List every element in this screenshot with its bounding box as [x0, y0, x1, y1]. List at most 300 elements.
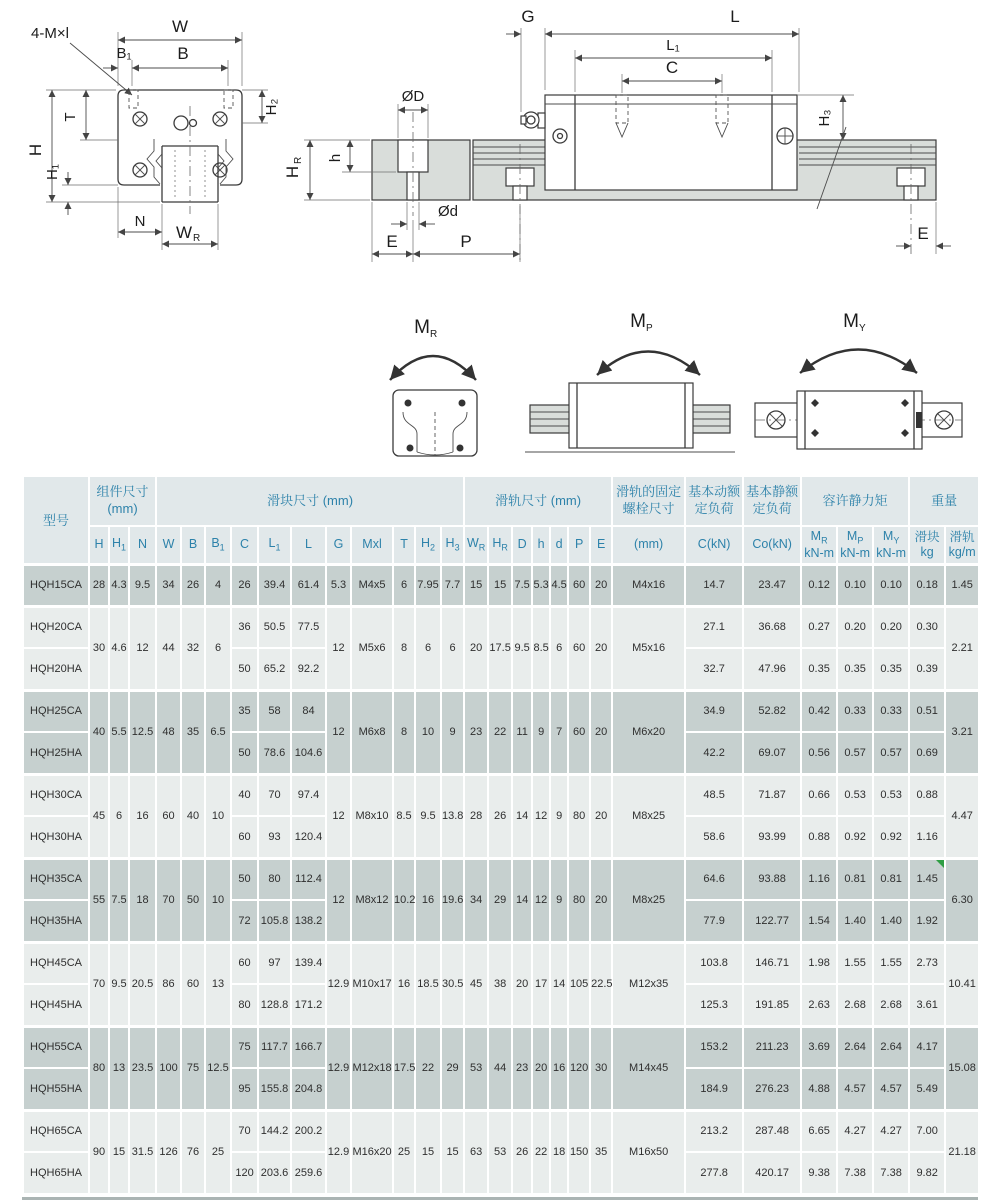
value-cell: 122.77 — [743, 900, 801, 942]
rail-weight-cell: 15.08 — [945, 1026, 979, 1110]
value-cell: 1.45 — [909, 858, 945, 900]
value-cell: 36.68 — [743, 606, 801, 648]
front-view-drawing — [26, 17, 280, 250]
value-cell: 20 — [532, 1026, 550, 1110]
value-cell: 55 — [89, 858, 109, 942]
rail-weight-cell: 6.30 — [945, 858, 979, 942]
value-cell: 17 — [532, 942, 550, 1026]
value-cell: 120 — [568, 1026, 590, 1110]
value-cell: 14 — [512, 858, 532, 942]
column-header: h — [532, 526, 550, 564]
value-cell: 16 — [393, 942, 415, 1026]
column-header: $H_3$ — [441, 526, 464, 564]
value-cell: 0.69 — [909, 732, 945, 774]
value-cell: 9.5 — [512, 606, 532, 690]
value-cell: 0.10 — [837, 564, 873, 606]
value-cell: 69.07 — [743, 732, 801, 774]
value-cell: 0.57 — [837, 732, 873, 774]
value-cell: 10 — [205, 774, 231, 858]
value-cell: 10 — [415, 690, 441, 774]
column-header: $M_P$ kN-m — [837, 526, 873, 564]
value-cell: 13 — [109, 1026, 129, 1110]
table-row — [23, 606, 979, 648]
value-cell: 12.9 — [326, 1026, 351, 1110]
value-cell: 60 — [568, 606, 590, 690]
value-cell: 1.16 — [909, 816, 945, 858]
dim-label-h3: H₃ — [816, 109, 833, 127]
value-cell: 80 — [231, 984, 258, 1026]
value-cell: 0.81 — [837, 858, 873, 900]
value-cell: 90 — [89, 1110, 109, 1194]
value-cell: 29 — [441, 1026, 464, 1110]
column-group-header: 滑轨尺寸 (mm) — [464, 476, 612, 526]
value-cell: M16x50 — [612, 1110, 685, 1194]
value-cell: 10.2 — [393, 858, 415, 942]
value-cell: 184.9 — [685, 1068, 743, 1110]
value-cell: 52.82 — [743, 690, 801, 732]
dim-label-t: T — [62, 112, 79, 122]
value-cell: 6 — [415, 606, 441, 690]
value-cell: 144.2 — [258, 1110, 291, 1152]
value-cell: 93.99 — [743, 816, 801, 858]
model-cell: HQH55CA — [23, 1026, 89, 1068]
model-cell: HQH35HA — [23, 900, 89, 942]
dim-label-l1: L₁ — [666, 37, 680, 54]
value-cell: 23 — [512, 1026, 532, 1110]
value-cell: 35 — [590, 1110, 612, 1194]
model-cell: HQH15CA — [23, 564, 89, 606]
column-header: Mxl — [351, 526, 393, 564]
value-cell: 48 — [156, 690, 181, 774]
model-cell: HQH25CA — [23, 690, 89, 732]
value-cell: 80 — [89, 1026, 109, 1110]
side-grease-nipple-icon — [521, 112, 545, 128]
value-cell: 60 — [156, 774, 181, 858]
value-cell: 0.88 — [909, 774, 945, 816]
value-cell: M8x12 — [351, 858, 393, 942]
value-cell: 86 — [156, 942, 181, 1026]
value-cell: 117.7 — [258, 1026, 291, 1068]
value-cell: 18.5 — [415, 942, 441, 1026]
value-cell: 0.35 — [801, 648, 837, 690]
value-cell: M8x25 — [612, 858, 685, 942]
value-cell: 92.2 — [291, 648, 326, 690]
value-cell: 14 — [550, 942, 568, 1026]
value-cell: 13.8 — [441, 774, 464, 858]
value-cell: 48.5 — [685, 774, 743, 816]
value-cell: 146.71 — [743, 942, 801, 984]
value-cell: 75 — [231, 1026, 258, 1068]
value-cell: 60 — [568, 690, 590, 774]
dim-label-h: H — [26, 143, 45, 157]
value-cell: 0.33 — [837, 690, 873, 732]
value-cell: 44 — [156, 606, 181, 690]
value-cell: 259.6 — [291, 1152, 326, 1194]
value-cell: 23.5 — [129, 1026, 156, 1110]
value-cell: 8 — [393, 606, 415, 690]
value-cell: 150 — [568, 1110, 590, 1194]
value-cell: 7.5 — [512, 564, 532, 606]
value-cell: 15 — [488, 564, 512, 606]
value-cell: 20 — [590, 690, 612, 774]
value-cell: M4x5 — [351, 564, 393, 606]
dim-label-e2: E — [917, 224, 929, 243]
value-cell: 58 — [258, 690, 291, 732]
value-cell: 0.10 — [873, 564, 909, 606]
value-cell: 4.27 — [873, 1110, 909, 1152]
spec-table-body — [23, 564, 979, 1194]
column-header: (mm) — [612, 526, 685, 564]
value-cell: 0.66 — [801, 774, 837, 816]
value-cell: 11 — [512, 690, 532, 774]
value-cell: 30 — [590, 1026, 612, 1110]
dim-label-g: G — [521, 7, 535, 26]
value-cell: 9 — [550, 858, 568, 942]
value-cell: 42.2 — [685, 732, 743, 774]
value-cell: 45 — [464, 942, 488, 1026]
value-cell: 0.51 — [909, 690, 945, 732]
value-cell: 19.6 — [441, 858, 464, 942]
value-cell: 0.53 — [873, 774, 909, 816]
rail-weight-cell: 2.21 — [945, 606, 979, 690]
rail-weight-cell: 1.45 — [945, 564, 979, 606]
value-cell: 120.4 — [291, 816, 326, 858]
mp-label: M — [630, 311, 646, 332]
value-cell: 104.6 — [291, 732, 326, 774]
value-cell: 171.2 — [291, 984, 326, 1026]
value-cell: 14.7 — [685, 564, 743, 606]
value-cell: 12 — [326, 858, 351, 942]
value-cell: 50 — [231, 648, 258, 690]
spec-table-wrap — [22, 475, 978, 1195]
value-cell: 80 — [568, 858, 590, 942]
value-cell: 8.5 — [532, 606, 550, 690]
value-cell: M8x10 — [351, 774, 393, 858]
value-cell: 420.17 — [743, 1152, 801, 1194]
value-cell: 30 — [89, 606, 109, 690]
value-cell: 2.73 — [909, 942, 945, 984]
value-cell: 0.33 — [873, 690, 909, 732]
value-cell: 2.63 — [801, 984, 837, 1026]
value-cell: M6x20 — [612, 690, 685, 774]
dim-label-hr: H — [283, 165, 302, 179]
value-cell: 50.5 — [258, 606, 291, 648]
value-cell: M12x18 — [351, 1026, 393, 1110]
value-cell: 9 — [532, 690, 550, 774]
value-cell: 6.65 — [801, 1110, 837, 1152]
spec-table — [22, 475, 980, 1195]
dim-label-l: L — [730, 7, 740, 26]
column-header: 滑轨 kg/m — [945, 526, 979, 564]
value-cell: M8x25 — [612, 774, 685, 858]
value-cell: 20 — [590, 564, 612, 606]
value-cell: 139.4 — [291, 942, 326, 984]
value-cell: 138.2 — [291, 900, 326, 942]
column-header: B — [181, 526, 205, 564]
value-cell: 26 — [181, 564, 205, 606]
value-cell: 211.23 — [743, 1026, 801, 1068]
value-cell: 5.49 — [909, 1068, 945, 1110]
dim-label-odd: Ød — [438, 203, 459, 220]
value-cell: 6 — [109, 774, 129, 858]
rail-weight-cell: 21.18 — [945, 1110, 979, 1194]
model-cell: HQH25HA — [23, 732, 89, 774]
value-cell: 28 — [464, 774, 488, 858]
value-cell: 63 — [464, 1110, 488, 1194]
value-cell: 30.5 — [441, 942, 464, 1026]
column-header: H — [89, 526, 109, 564]
value-cell: 7.00 — [909, 1110, 945, 1152]
value-cell: 0.20 — [837, 606, 873, 648]
value-cell: 1.55 — [873, 942, 909, 984]
value-cell: 4.27 — [837, 1110, 873, 1152]
value-cell: 23 — [464, 690, 488, 774]
dim-label-c: C — [665, 58, 679, 77]
model-cell: HQH45HA — [23, 984, 89, 1026]
value-cell: 0.18 — [909, 564, 945, 606]
value-cell: 12 — [129, 606, 156, 690]
value-cell: 12.5 — [129, 690, 156, 774]
value-cell: 23.47 — [743, 564, 801, 606]
moment-diagrams — [0, 300, 1000, 470]
value-cell: 76 — [181, 1110, 205, 1194]
moment-mr-diagram — [390, 317, 477, 456]
model-cell: HQH65HA — [23, 1152, 89, 1194]
value-cell: 4.5 — [550, 564, 568, 606]
rail-weight-cell: 3.21 — [945, 690, 979, 774]
value-cell: 7.38 — [873, 1152, 909, 1194]
model-cell: HQH35CA — [23, 858, 89, 900]
value-cell: 0.42 — [801, 690, 837, 732]
value-cell: 105 — [568, 942, 590, 1026]
value-cell: 77.9 — [685, 900, 743, 942]
value-cell: 72 — [231, 900, 258, 942]
value-cell: 12 — [326, 774, 351, 858]
value-cell: 40 — [181, 774, 205, 858]
value-cell: 60 — [231, 816, 258, 858]
column-header: $M_R$ kN-m — [801, 526, 837, 564]
value-cell: 34 — [464, 858, 488, 942]
column-group-header: 滑块尺寸 (mm) — [156, 476, 464, 526]
column-header: N — [129, 526, 156, 564]
value-cell: 60 — [231, 942, 258, 984]
model-cell: HQH20CA — [23, 606, 89, 648]
dim-label-hr-sub: R — [293, 156, 304, 164]
model-cell: HQH55HA — [23, 1068, 89, 1110]
value-cell: 191.85 — [743, 984, 801, 1026]
bolt-callout-label: 4-M×l — [31, 25, 69, 42]
value-cell: 100 — [156, 1026, 181, 1110]
value-cell: 70 — [231, 1110, 258, 1152]
value-cell: 6 — [441, 606, 464, 690]
mr-label: M — [414, 317, 430, 338]
green-marker — [936, 860, 944, 868]
value-cell: 204.8 — [291, 1068, 326, 1110]
mr-label-sub: R — [430, 329, 438, 340]
value-cell: 71.87 — [743, 774, 801, 816]
value-cell: 50 — [231, 732, 258, 774]
value-cell: 12 — [532, 858, 550, 942]
value-cell: 50 — [231, 858, 258, 900]
value-cell: 16 — [415, 858, 441, 942]
value-cell: 34.9 — [685, 690, 743, 732]
value-cell: M12x35 — [612, 942, 685, 1026]
column-header: $H_1$ — [109, 526, 129, 564]
value-cell: 26 — [512, 1110, 532, 1194]
value-cell: 14 — [512, 774, 532, 858]
column-header: $B_1$ — [205, 526, 231, 564]
value-cell: 77.5 — [291, 606, 326, 648]
value-cell: 287.48 — [743, 1110, 801, 1152]
moment-mp-diagram — [525, 311, 735, 452]
dim-label-e1: E — [386, 232, 398, 251]
value-cell: 20 — [512, 942, 532, 1026]
value-cell: 15 — [464, 564, 488, 606]
value-cell: 0.92 — [837, 816, 873, 858]
column-group-header: 型号 — [23, 476, 89, 564]
value-cell: 4.6 — [109, 606, 129, 690]
value-cell: 7.5 — [109, 858, 129, 942]
value-cell: 95 — [231, 1068, 258, 1110]
value-cell: 12 — [532, 774, 550, 858]
value-cell: 9.5 — [415, 774, 441, 858]
column-header: $L_1$ — [258, 526, 291, 564]
value-cell: 20 — [590, 858, 612, 942]
value-cell: 70 — [156, 858, 181, 942]
value-cell: 18 — [550, 1110, 568, 1194]
column-group-header: 容许静力矩 — [801, 476, 909, 526]
value-cell: 2.68 — [837, 984, 873, 1026]
value-cell: 75 — [181, 1026, 205, 1110]
value-cell: 0.56 — [801, 732, 837, 774]
column-header: G — [326, 526, 351, 564]
value-cell: 0.39 — [909, 648, 945, 690]
grease-nipple-icon — [174, 116, 197, 130]
value-cell: 6.5 — [205, 690, 231, 774]
value-cell: 9.5 — [129, 564, 156, 606]
value-cell: M4x16 — [612, 564, 685, 606]
dim-label-hh: h — [327, 153, 344, 163]
value-cell: 7.95 — [415, 564, 441, 606]
value-cell: 28 — [89, 564, 109, 606]
column-header: d — [550, 526, 568, 564]
value-cell: 3.69 — [801, 1026, 837, 1068]
column-group-header: 基本动额 定负荷 — [685, 476, 743, 526]
value-cell: 10 — [205, 858, 231, 942]
value-cell: 105.8 — [258, 900, 291, 942]
value-cell: 15 — [109, 1110, 129, 1194]
column-group-header: 组件尺寸 (mm) — [89, 476, 156, 526]
value-cell: 16 — [129, 774, 156, 858]
bolt-hole-icons — [133, 112, 227, 177]
column-header: Co(kN) — [743, 526, 801, 564]
value-cell: 35 — [181, 690, 205, 774]
value-cell: 6 — [393, 564, 415, 606]
value-cell: 40 — [231, 774, 258, 816]
value-cell: 166.7 — [291, 1026, 326, 1068]
value-cell: 13 — [205, 942, 231, 1026]
table-row — [23, 774, 979, 816]
rail-weight-cell: 4.47 — [945, 774, 979, 858]
value-cell: 32.7 — [685, 648, 743, 690]
value-cell: 9.5 — [109, 942, 129, 1026]
value-cell: 15 — [441, 1110, 464, 1194]
value-cell: 32 — [181, 606, 205, 690]
value-cell: 0.35 — [837, 648, 873, 690]
column-header: D — [512, 526, 532, 564]
value-cell: 6 — [205, 606, 231, 690]
value-cell: 4 — [205, 564, 231, 606]
moment-my-diagram — [755, 311, 962, 449]
column-header: 滑块 kg — [909, 526, 945, 564]
value-cell: 0.81 — [873, 858, 909, 900]
value-cell: 97.4 — [291, 774, 326, 816]
value-cell: 20.5 — [129, 942, 156, 1026]
value-cell: 200.2 — [291, 1110, 326, 1152]
value-cell: 70 — [89, 942, 109, 1026]
side-view-drawing — [473, 7, 951, 262]
value-cell: 12.9 — [326, 942, 351, 1026]
value-cell: 128.8 — [258, 984, 291, 1026]
value-cell: 47.96 — [743, 648, 801, 690]
value-cell: 213.2 — [685, 1110, 743, 1152]
value-cell: 25 — [205, 1110, 231, 1194]
value-cell: 27.1 — [685, 606, 743, 648]
value-cell: 70 — [258, 774, 291, 816]
value-cell: 36 — [231, 606, 258, 648]
value-cell: M6x8 — [351, 690, 393, 774]
column-header: C — [231, 526, 258, 564]
value-cell: 12 — [326, 690, 351, 774]
column-header: $H_2$ — [415, 526, 441, 564]
value-cell: 22 — [415, 1026, 441, 1110]
value-cell: 1.98 — [801, 942, 837, 984]
value-cell: 20 — [464, 606, 488, 690]
value-cell: 1.16 — [801, 858, 837, 900]
column-group-header: 重量 — [909, 476, 979, 526]
column-header: W — [156, 526, 181, 564]
value-cell: 60 — [568, 564, 590, 606]
value-cell: 4.57 — [873, 1068, 909, 1110]
value-cell: 53 — [488, 1110, 512, 1194]
value-cell: 9.38 — [801, 1152, 837, 1194]
value-cell: 0.20 — [873, 606, 909, 648]
value-cell: 7.7 — [441, 564, 464, 606]
value-cell: 20 — [590, 606, 612, 690]
value-cell: 26 — [488, 774, 512, 858]
spec-table-head — [23, 476, 979, 564]
my-label: M — [843, 311, 859, 332]
value-cell: 97 — [258, 942, 291, 984]
value-cell: 17.5 — [393, 1026, 415, 1110]
dim-label-h2: H₂ — [263, 98, 280, 116]
value-cell: M5x6 — [351, 606, 393, 690]
value-cell: 0.27 — [801, 606, 837, 648]
value-cell: 1.54 — [801, 900, 837, 942]
column-group-header: 滑轨的固定 螺栓尺寸 — [612, 476, 685, 526]
dim-label-h1: H₁ — [44, 164, 61, 180]
value-cell: 4.57 — [837, 1068, 873, 1110]
value-cell: 29 — [488, 858, 512, 942]
value-cell: 112.4 — [291, 858, 326, 900]
value-cell: 16 — [550, 1026, 568, 1110]
dim-label-wr-sub: R — [193, 233, 201, 244]
value-cell: 65.2 — [258, 648, 291, 690]
value-cell: 1.40 — [873, 900, 909, 942]
value-cell: 20 — [590, 774, 612, 858]
value-cell: 22 — [488, 690, 512, 774]
table-row — [23, 690, 979, 732]
